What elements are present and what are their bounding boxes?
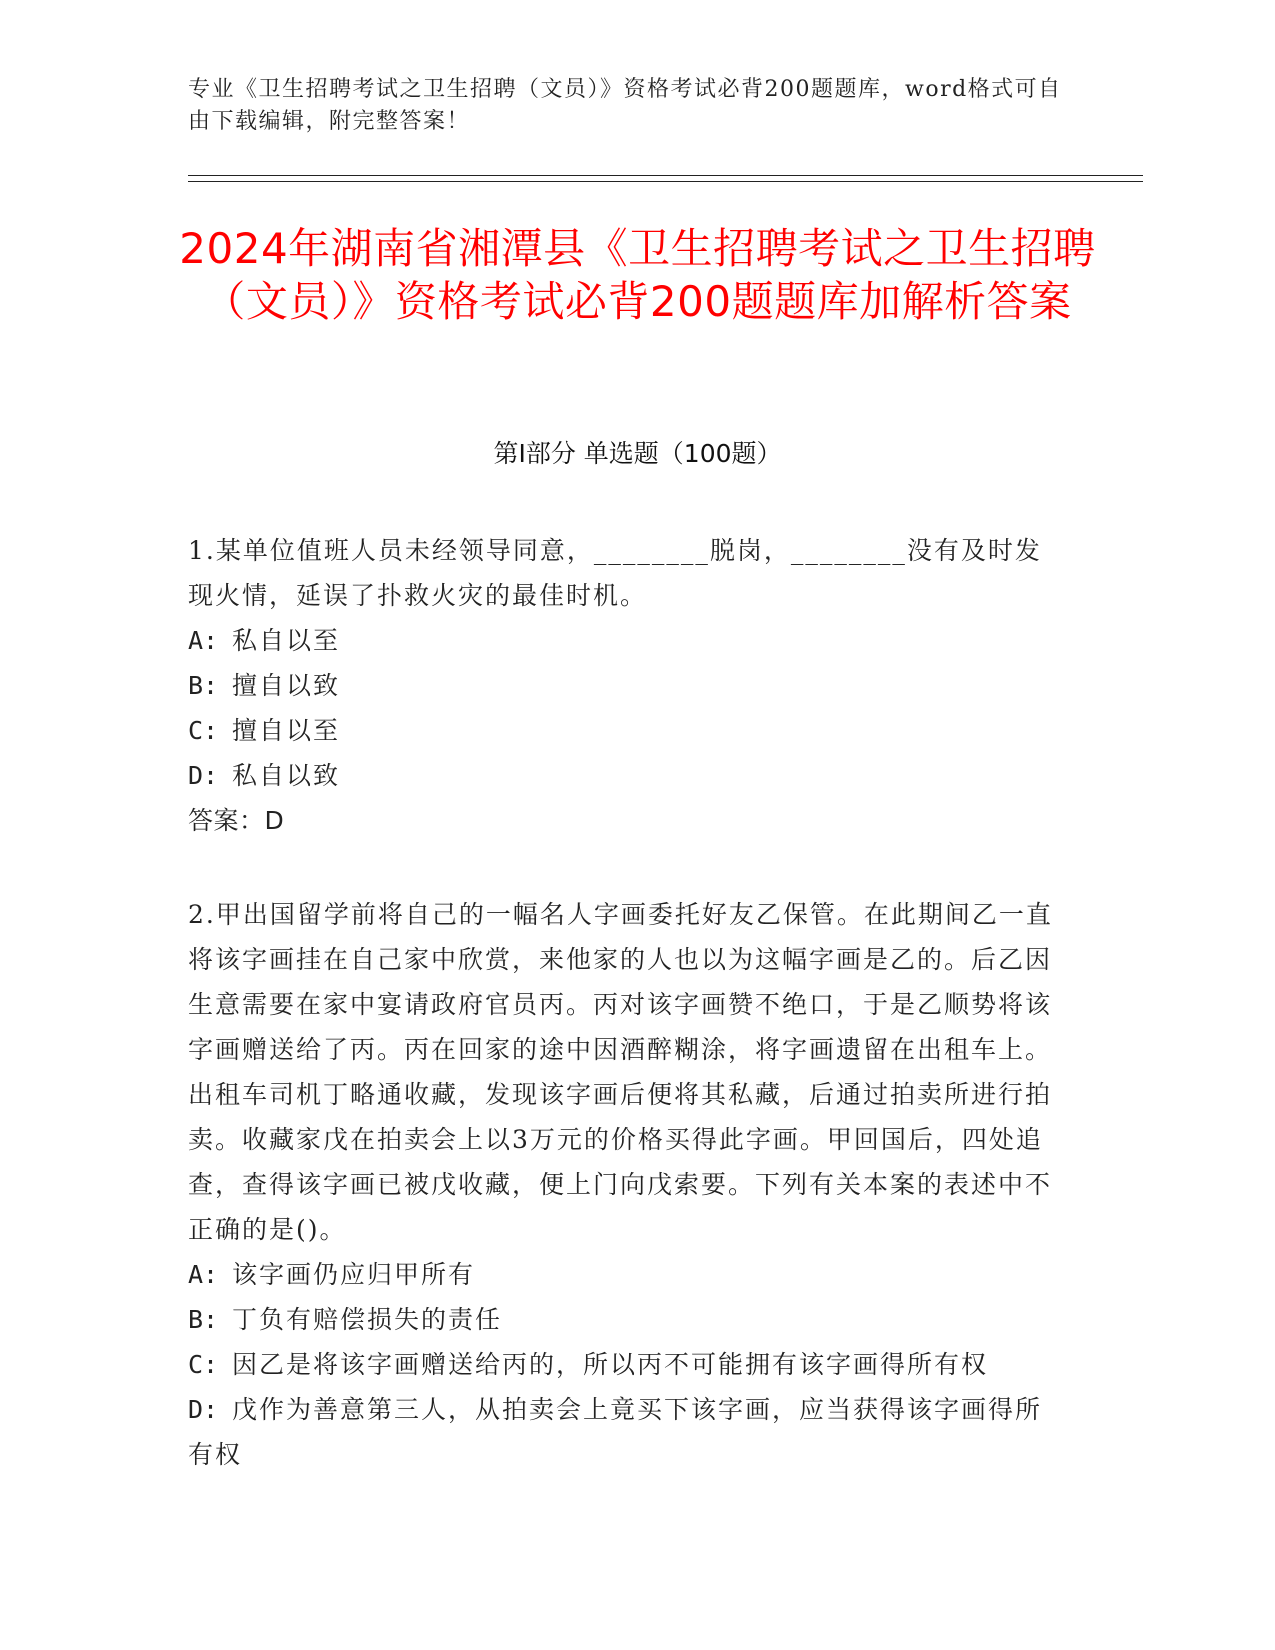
header-divider-top xyxy=(188,175,1143,176)
question-stem: 1.某单位值班人员未经领导同意，________脱岗，________没有及时发现火情，延误了扑救火灾的最佳时机。 xyxy=(188,536,1042,610)
option-text: 因乙是将该字画赠送给丙的，所以丙不可能拥有该字画得所有权 xyxy=(232,1350,989,1379)
option-text: 私自以至 xyxy=(232,626,341,655)
option-label: A: xyxy=(188,626,219,655)
section-title: 第I部分 单选题（100题） xyxy=(493,439,782,468)
option-text: 擅自以致 xyxy=(232,671,341,700)
option-b xyxy=(188,663,1068,708)
option-label: D: xyxy=(188,1395,219,1424)
option-label: A: xyxy=(188,1260,219,1289)
option-d xyxy=(188,753,1068,798)
option-label: B: xyxy=(188,671,219,700)
option-text: 擅自以至 xyxy=(232,716,341,745)
option-text: 戊作为善意第三人，从拍卖会上竟买下该字画，应当获得该字画得所有权 xyxy=(188,1395,1043,1469)
answer-line: 答案：D xyxy=(188,806,285,835)
option-a xyxy=(188,1252,1068,1297)
option-c xyxy=(188,708,1068,753)
option-label: B: xyxy=(188,1305,219,1334)
option-text: 私自以致 xyxy=(232,761,341,790)
option-text: 丁负有赔偿损失的责任 xyxy=(232,1305,503,1334)
header-divider-bottom xyxy=(188,181,1143,182)
option-text: 该字画仍应归甲所有 xyxy=(232,1260,476,1289)
option-label: C: xyxy=(188,1350,219,1379)
question-stem: 2.甲出国留学前将自己的一幅名人字画委托好友乙保管。在此期间乙一直将该字画挂在自己家中欣赏，来他家的人也以为这幅字画是乙的。后乙因生意需要在家中宴请政府官员丙。丙对该字画赞不绝口，于是乙顺势将该字画赠送给了丙。丙在回家的途中因酒醉糊涂，将字画遗留在出租车上。出租车司机丁略通收藏，发现该字画后便将其私藏，后通过拍卖所进行拍卖。收藏家戊在拍卖会上以3万元的价格买得此字画。甲回国后，四处追查，查得该字画已被戊收藏，便上门向戊索要。下列有关本案的表述中不正确的是()。 xyxy=(188,900,1053,1244)
question-1 xyxy=(188,528,1068,843)
option-d xyxy=(188,1387,1068,1477)
document-title: 2024年湖南省湘潭县《卫生招聘考试之卫生招聘（文员）》资格考试必背200题题库加解析答案 xyxy=(179,224,1096,326)
option-b xyxy=(188,1297,1068,1342)
option-a xyxy=(188,618,1068,663)
option-label: D: xyxy=(188,761,219,790)
header-note: 专业《卫生招聘考试之卫生招聘（文员）》资格考试必背200题题库，word格式可自由下载编辑，附完整答案！ xyxy=(188,77,1062,134)
option-c xyxy=(188,1342,1068,1387)
question-2 xyxy=(188,892,1068,1477)
option-label: C: xyxy=(188,716,219,745)
